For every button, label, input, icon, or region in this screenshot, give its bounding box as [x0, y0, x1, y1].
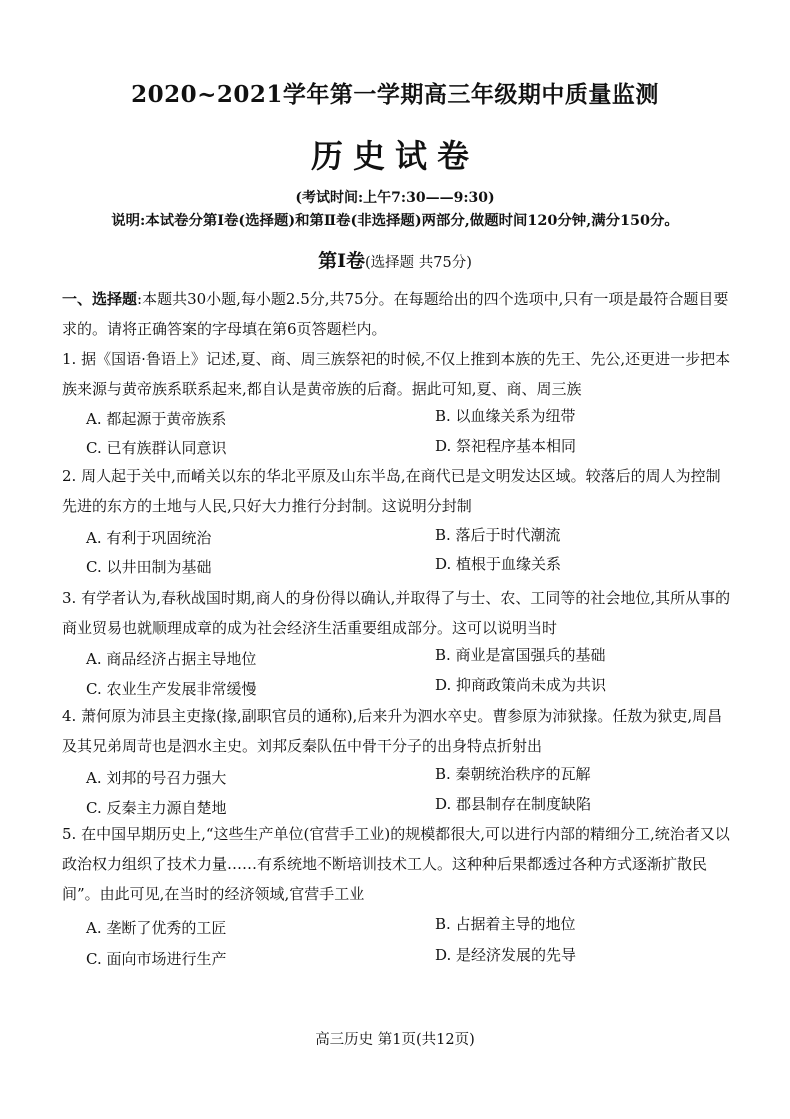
option-d: D. 抑商政策尚未成为共识 — [435, 676, 607, 694]
option-b: B. 商业是富国强兵的基础 — [435, 646, 606, 664]
option-a: A. 垄断了优秀的工匠 — [86, 919, 227, 937]
question-stem: 5. 在中国早期历史上,“这些生产单位(官营手工业)的规模都很大,可以进行内部的精细分工,统治者又以政治权力组织了技术力量……有系统地不断培训技术工人。这种种后果都透过各种方式逐渐扩散民间”。由此可见,在当时的经济领域,官营手工业 — [62, 825, 730, 903]
option-b: B. 以血缘关系为纽带 — [435, 407, 576, 425]
option-c: C. 面向市场进行生产 — [86, 950, 227, 968]
question-stem: 4. 萧何原为沛县主吏掾(掾,副职官员的通称),后来升为泗水卒史。曹参原为沛狱掾。任敖为狱吏,周昌及其兄弟周苛也是泗水主史。刘邦反秦队伍中骨干分子的出身特点折射出 — [62, 707, 723, 755]
option-d: D. 是经济发展的先导 — [435, 946, 577, 964]
option-c: C. 农业生产发展非常缓慢 — [86, 680, 257, 698]
option-c: C. 已有族群认同意识 — [86, 439, 227, 457]
option-a: A. 刘邦的号召力强大 — [86, 769, 227, 787]
section-intro-text: :本题共30小题,每小题2.5分,共75分。在每题给出的四个选项中,只有一项是最符合题目要求的。请将正确答案的字母填在第6页答题栏内。 — [62, 290, 729, 338]
option-b: B. 落后于时代潮流 — [435, 526, 561, 544]
option-b: B. 秦朝统治秩序的瓦解 — [435, 765, 591, 783]
option-b: B. 占据着主导的地位 — [435, 915, 576, 933]
section-intro-label: 一、选择题 — [62, 290, 138, 308]
option-c: C. 以井田制为基础 — [86, 558, 212, 576]
option-a: A. 商品经济占据主导地位 — [86, 650, 257, 668]
exam-instructions: 说明:本试卷分第Ⅰ卷(选择题)和第Ⅱ卷(非选择题)两部分,做题时间120分钟,满分150分。 — [111, 212, 679, 229]
option-d: D. 郡县制存在制度缺陷 — [435, 795, 592, 813]
option-a: A. 有利于巩固统治 — [86, 529, 212, 547]
page-footer: 高三历史 第1页(共12页) — [315, 1032, 475, 1048]
option-a: A. 都起源于黄帝族系 — [86, 410, 227, 428]
section-title — [0, 246, 790, 273]
section-intro — [62, 284, 734, 344]
option-d: D. 植根于血缘关系 — [435, 555, 562, 573]
exam-header-title: 2020~2021学年第一学期高三年级期中质量监测 — [131, 81, 659, 108]
subject-title: 历史试卷 — [310, 137, 479, 175]
question-stem: 2. 周人起于关中,而崤关以东的华北平原及山东半岛,在商代已是文明发达区域。较落后的周人为控制先进的东方的土地与人民,只好大力推行分封制。这说明分封制 — [62, 467, 721, 515]
section-title-main: 第Ⅰ卷 — [318, 250, 365, 272]
option-d: D. 祭祀程序基本相同 — [435, 437, 577, 455]
option-c: C. 反秦主力源自楚地 — [86, 799, 227, 817]
question-stem: 3. 有学者认为,春秋战国时期,商人的身份得以确认,并取得了与士、农、工同等的社会地位,其所从事的商业贸易也就顺理成章的成为社会经济生活重要组成部分。这可以说明当时 — [62, 589, 731, 637]
question-stem: 1. 据《国语·鲁语上》记述,夏、商、周三族祭祀的时候,不仅上推到本族的先王、先公,还更进一步把本族来源与黄帝族系联系起来,都自认是黄帝族的后裔。据此可知,夏、商、周三族 — [62, 350, 731, 398]
exam-time: (考试时间:上午7:30——9:30) — [295, 190, 495, 206]
section-title-sub: (选择题 共75分) — [365, 255, 472, 271]
